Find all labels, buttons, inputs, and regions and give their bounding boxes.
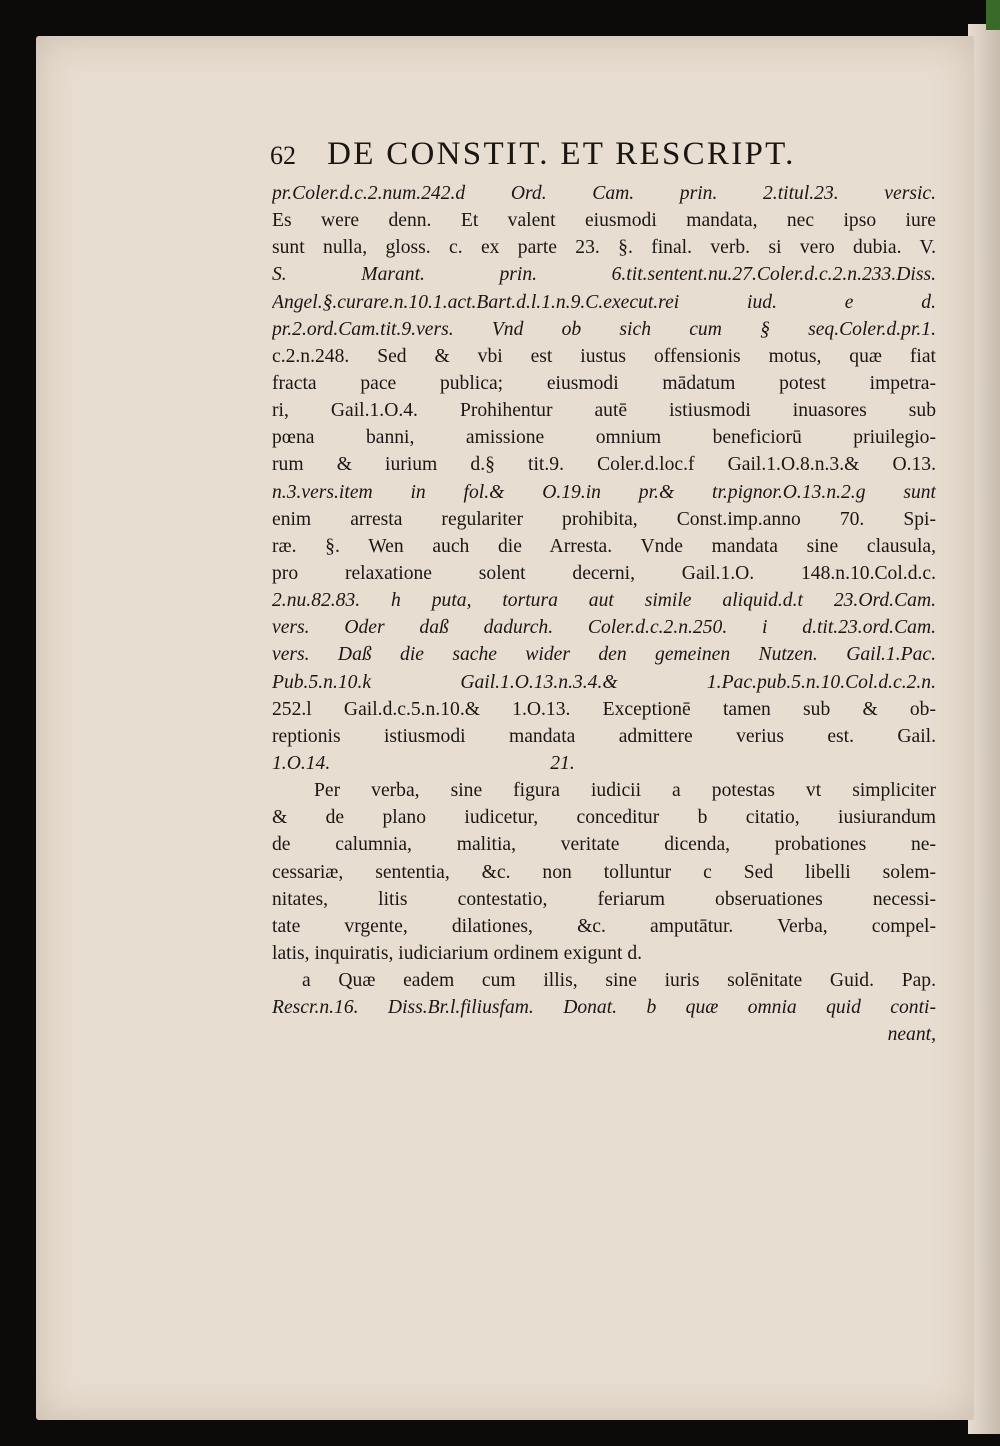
text-line: Es were denn. Et valent eiusmodi mandata, nec ipso iure xyxy=(272,210,936,232)
text-line: rum & iurium d.§ tit.9. Coler.d.loc.f Gail.1.O.8.n.3.& O.13. xyxy=(272,454,936,476)
text-line: vers. Daß die sache wider den gemeinen Nutzen. Gail.1.Pac. xyxy=(272,644,936,666)
text-line: tate vrgente, dilationes, &c. amputātur. Verba, compel- xyxy=(272,915,936,937)
text-line: nitates, litis contestatio, feriarum obseruationes necessi- xyxy=(272,888,936,910)
text-line: enim arresta regulariter prohibita, Const.imp.anno 70. Spi- xyxy=(272,508,936,530)
text-line: & de plano iudicetur, conceditur b citatio, iusiurandum xyxy=(272,807,936,829)
footnote-line: a Quæ eadem cum illis, sine iuris solēnitate Guid. Pap. xyxy=(302,970,936,992)
text-line: Angel.§.curare.n.10.1.act.Bart.d.l.1.n.9.C.execut.rei iud. e d. xyxy=(272,291,936,313)
text-line: n.3.vers.item in fol.& O.19.in pr.& tr.pignor.O.13.n.2.g sunt xyxy=(272,481,936,503)
text-line: Per verba, sine figura iudicii a potestas vt simpliciter xyxy=(314,780,936,802)
page-header xyxy=(270,136,870,173)
text-line: 2.nu.82.83. h puta, tortura aut simile aliquid.d.t 23.Ord.Cam. xyxy=(272,590,936,612)
text-line xyxy=(272,750,936,777)
text-line: ri, Gail.1.O.4. Prohihentur autē istiusmodi inuasores sub xyxy=(272,400,936,422)
text-line: pr.2.ord.Cam.tit.9.vers. Vnd ob sich cum § seq.Coler.d.pr.1. xyxy=(272,318,936,340)
text-line: vers. Oder daß dadurch. Coler.d.c.2.n.250. i d.tit.23.ord.Cam. xyxy=(272,617,936,639)
text-line: pr.Coler.d.c.2.num.242.d Ord. Cam. prin. 2.titul.23. versic. xyxy=(272,183,936,204)
page-number: 62 xyxy=(270,141,296,170)
text-line: de calumnia, malitia, veritate dicenda, probationes ne- xyxy=(272,834,936,856)
text-line: sunt nulla, gloss. c. ex parte 23. §. final. verb. si vero dubia. V. xyxy=(272,237,936,259)
text-line: c.2.n.248. Sed & vbi est iustus offensionis motus, quæ fiat xyxy=(272,345,936,367)
footnote-line: Rescr.n.16. Diss.Br.l.filiusfam. Donat. b quæ omnia quid conti- xyxy=(272,997,936,1019)
binding-ribbon xyxy=(986,0,1000,30)
text-line: latis, inquiratis, iudiciarium ordinem exigunt d. xyxy=(272,942,643,964)
text-line: S. Marant. prin. 6.tit.sentent.nu.27.Coler.d.c.2.n.233.Diss. xyxy=(272,264,936,286)
text-line: ræ. §. Wen auch die Arresta. Vnde mandata sine clausula, xyxy=(272,535,936,557)
text-line: pro relaxatione solent decerni, Gail.1.O. 148.n.10.Col.d.c. xyxy=(272,562,936,584)
text-line: 252.l Gail.d.c.5.n.10.& 1.O.13. Exceptionē tamen sub & ob- xyxy=(272,698,936,720)
text-line: cessariæ, sententia, &c. non tolluntur c Sed libelli solem- xyxy=(272,861,936,883)
text-line: Pub.5.n.10.k Gail.1.O.13.n.3.4.& 1.Pac.pub.5.n.10.Col.d.c.2.n. xyxy=(272,671,936,693)
text-line: fracta pace publica; eiusmodi mādatum potest impetra- xyxy=(272,372,936,394)
text-line: reptionis istiusmodi mandata admittere verius est. Gail. xyxy=(272,725,936,747)
running-title: DE CONSTIT. ET RESCRIPT. xyxy=(327,136,796,172)
body-text xyxy=(272,180,936,1049)
text-line-end: 1.O.14. xyxy=(272,752,331,774)
signature-mark: 21. xyxy=(550,752,575,774)
text-line: pœna banni, amissione omnium beneficiorū priuilegio- xyxy=(272,427,936,449)
footnote-line: neant, xyxy=(887,1024,936,1046)
